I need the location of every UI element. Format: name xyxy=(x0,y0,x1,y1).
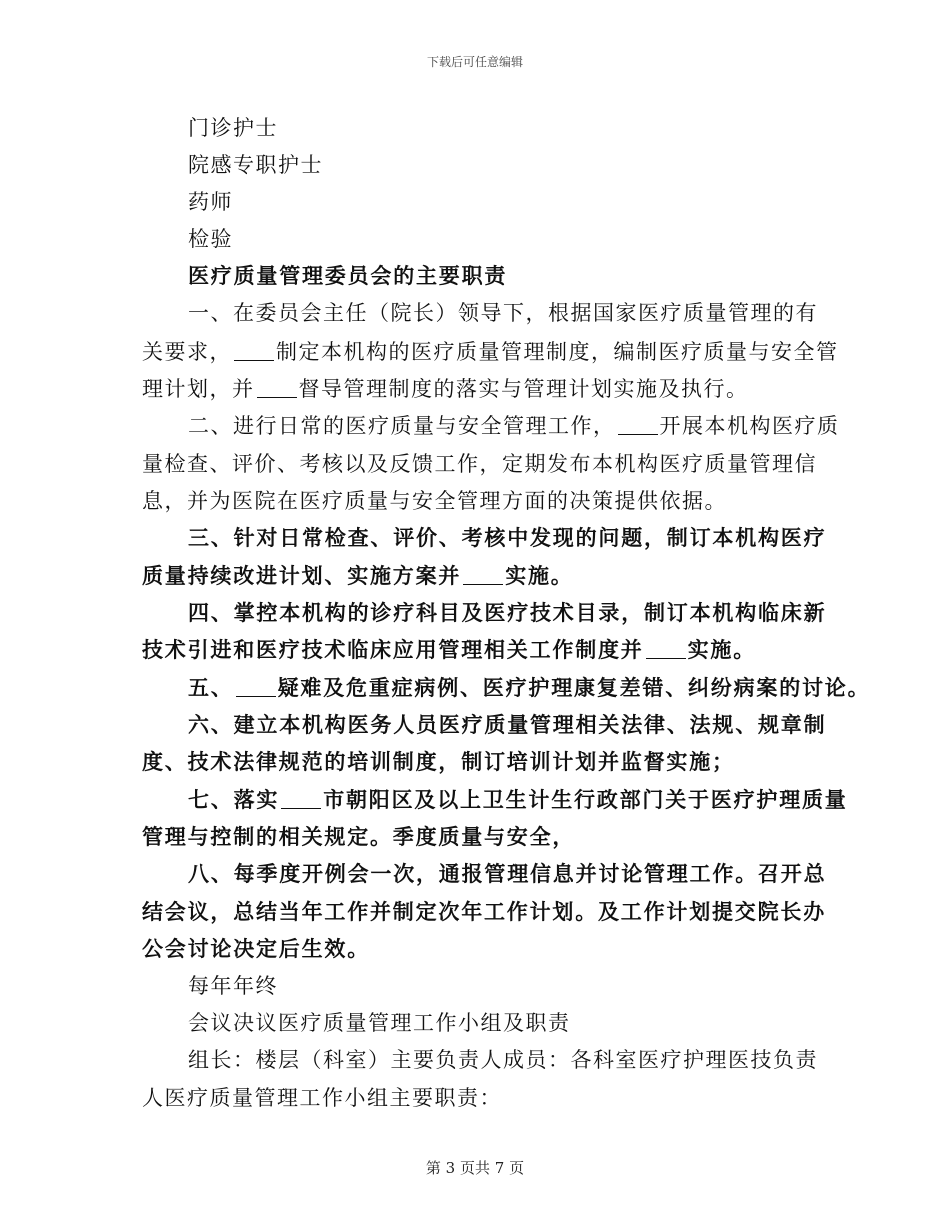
duty-8-line-2: 结会议，总结当年工作并制定次年工作计划。及工作计划提交院长办 xyxy=(142,899,826,924)
duty-2-line-3: 息，并为医院在医疗质量与安全管理方面的决策提供依据。 xyxy=(142,489,727,513)
role-infection-nurse: 院感专职护士 xyxy=(188,153,323,177)
group-line-2: 人医疗质量管理工作小组主要职责： xyxy=(142,1086,502,1110)
duty-2-line-1: 二、进行日常的医疗质量与安全管理工作， 开展本机构医疗质 xyxy=(188,414,840,438)
fill-blank xyxy=(618,416,658,435)
duty-7-line-2: 管理与控制的相关规定。季度质量与安全， xyxy=(142,824,576,849)
duty-3-line-1: 三、针对日常检查、评价、考核中发现的问题，制订本机构医疗 xyxy=(188,525,827,550)
page-header: 下载后可任意编辑 xyxy=(426,55,523,69)
group-line-1: 组长：楼层（科室）主要负责人成员：各科室医疗护理医技负责 xyxy=(188,1048,818,1072)
duty-3-line-2: 质量持续改进计划、实施方案并 实施。 xyxy=(142,563,574,588)
fill-blank xyxy=(281,790,321,809)
role-laboratory: 检验 xyxy=(188,227,233,251)
duty-2-line-2: 量检查、评价、考核以及反馈工作，定期发布本机构医疗质量管理信 xyxy=(142,452,817,476)
duty-1-line-2: 关要求， 制定本机构的医疗质量管理制度，编制医疗质量与安全管 xyxy=(142,340,839,364)
fill-blank xyxy=(236,678,276,697)
fill-blank xyxy=(463,566,503,585)
duty-5-line-1: 五、 疑难及危重症病例、医疗护理康复差错、纠纷病案的讨论。 xyxy=(188,675,871,700)
duty-8-line-3: 公会讨论决定后生效。 xyxy=(142,936,370,961)
duty-7-line-1: 七、落实 市朝阳区及以上卫生计生行政部门关于医疗护理质量 xyxy=(188,787,848,812)
fill-blank xyxy=(646,640,686,659)
page-footer: 第 3 页共 7 页 xyxy=(425,1159,525,1177)
annual-meeting-label: 每年年终 xyxy=(188,974,278,998)
duty-6-line-2: 度、技术法律规范的培训制度，制订培训计划并监督实施； xyxy=(142,749,735,774)
duty-6-line-1: 六、建立本机构医务人员医疗质量管理相关法律、法规、规章制 xyxy=(188,712,827,737)
duty-1-line-3: 理计划，并 督导管理制度的落实与管理计划实施及执行。 xyxy=(142,377,749,401)
fill-blank xyxy=(234,342,274,361)
group-title: 会议决议医疗质量管理工作小组及职责 xyxy=(188,1011,571,1035)
duty-8-line-1: 八、每季度开例会一次，通报管理信息并讨论管理工作。召开总 xyxy=(188,861,827,886)
role-outpatient-nurse: 门诊护士 xyxy=(188,116,278,140)
duty-4-line-2: 技术引进和医疗技术临床应用管理相关工作制度并 实施。 xyxy=(142,637,757,662)
duty-4-line-1: 四、掌控本机构的诊疗科目及医疗技术目录，制订本机构临床新 xyxy=(188,600,827,625)
duty-1-line-1: 一、在委员会主任（院长）领导下，根据国家医疗质量管理的有 xyxy=(188,301,818,325)
section-title: 医疗质量管理委员会的主要职责 xyxy=(188,263,508,288)
fill-blank xyxy=(257,379,297,398)
role-pharmacist: 药师 xyxy=(188,190,233,214)
